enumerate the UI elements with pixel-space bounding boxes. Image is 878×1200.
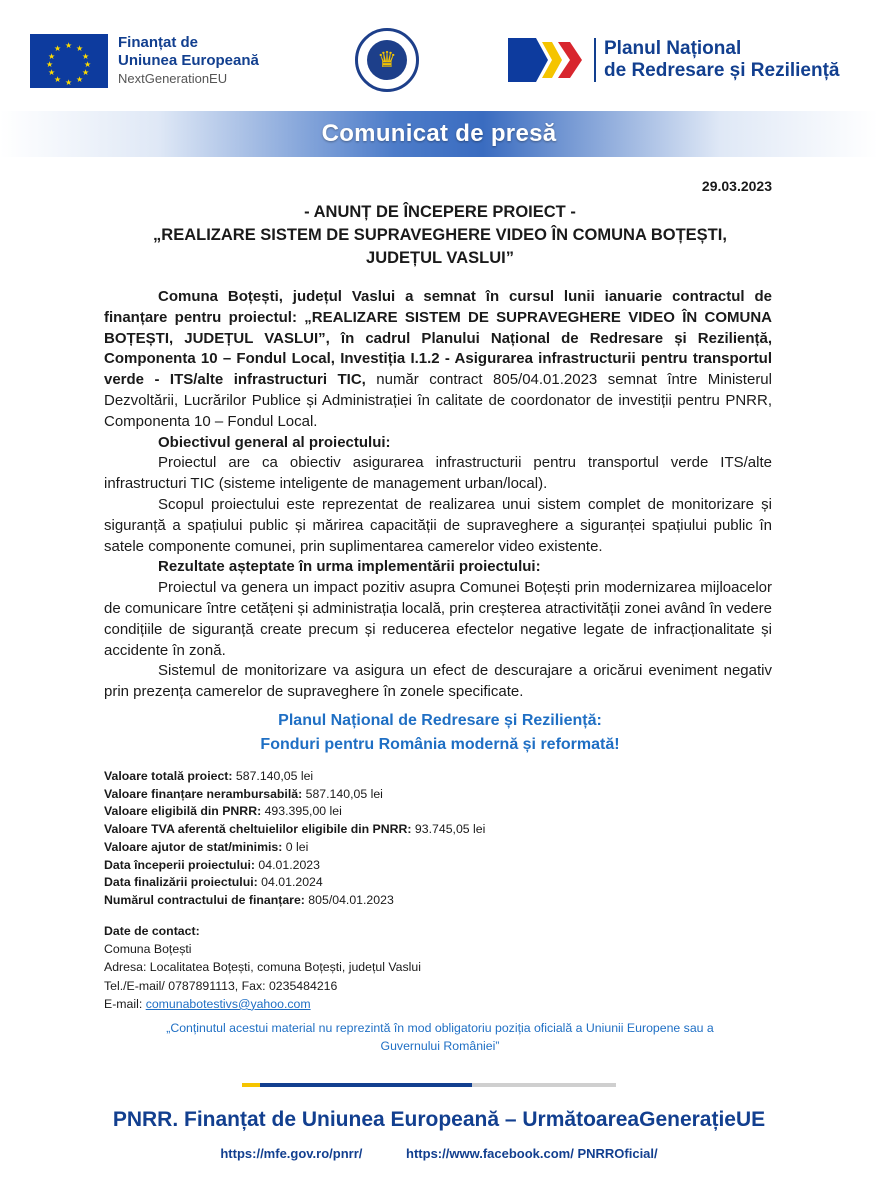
detail-label: Valoare eligibilă din PNRR: [104,804,262,819]
document-title [100,201,780,270]
results-paragraph-2: Sistemul de monitorizare va asigura un efect de descurajare a oricărui eveniment negativ prin prezența camerelor de supraveghere în zonele specificate. [104,662,772,701]
detail-value: 587.140,05 lei [302,786,383,801]
detail-label: Valoare TVA aferentă cheltuielilor eligibile din PNRR: [104,822,412,837]
footer-title: PNRR. Finanțat de Uniunea Europeană – UrmătoareaGenerațieUE [112,1108,766,1131]
romanian-government-crest-icon: ♛ [355,28,419,92]
eu-logo-line2: Uniunea Europeană [118,52,259,69]
title-line3: JUDEȚUL VASLUI” [366,249,514,267]
objective-heading: Obiectivul general al proiectului: [158,433,391,451]
intro-bold-text: Comuna Boțești, județul Vaslui a semnat în cursul lunii ianuarie contractul de finanțare pentru proiectul: „REALIZARE SISTEM DE SUPRAVEGHERE VIDEO ÎN COMUNA BOȚEȘTI, JUDEȚUL VASLUI”, în cadrul Planului Național de Redresare și Reziliență, Componenta 10 – Fondul Local, Investiția I.1.2 - Asigurarea infrastructurii pentru transportul verde - ITS/alte infrastructuri TIC, [104,288,772,389]
detail-value: 805/04.01.2023 [304,892,394,907]
intro-paragraph [104,287,772,433]
detail-row [104,768,784,786]
eu-flag-icon: ★ ★ ★ ★ ★ ★ ★ ★ ★ ★ ★ ★ [30,34,108,88]
detail-value: 04.01.2024 [257,875,323,890]
contact-heading: Date de contact: [104,924,200,938]
detail-value: 93.745,05 lei [411,822,486,837]
detail-row [104,857,784,875]
slogan-line1: Planul Național de Redresare și Reziliență: [278,712,602,729]
detail-row [104,892,784,910]
footer-divider [242,1083,616,1087]
banner-title: Comunicat de presă [321,120,557,147]
disclaimer-line1: „Conținutul acestui material nu reprezintă în mod obligatoriu poziția oficială a Uniunii Europene sau a [166,1021,714,1035]
objective-paragraph-2: Scopul proiectului este reprezentat de realizarea unui sistem complet de monitorizare și siguranță a spațiului public și mărirea capacității de supraveghere a siguranței spațiului public în satele componente comunei, prin suplimentarea camerelor video existente. [104,495,772,555]
detail-value: 493.395,00 lei [261,804,342,819]
results-heading: Rezultate așteptate în urma implementării proiectului: [158,558,541,576]
header [0,0,878,110]
eu-funding-logo [30,34,259,88]
project-details [104,768,784,910]
contact-email-row [104,995,784,1013]
detail-row [104,839,784,857]
detail-label: Data finalizării proiectului: [104,875,258,890]
footer-link-facebook[interactable]: https://www.facebook.com/ PNRROficial/ [406,1146,658,1161]
document-body [104,287,772,703]
pnrr-logo-line1: Planul Național [604,38,742,59]
contact-email-link[interactable]: comunabotestivs@yahoo.com [145,996,311,1011]
detail-value: 04.01.2023 [255,857,320,872]
eu-logo-line1: Finanțat de [118,34,199,51]
pnrr-slogan [100,709,780,757]
footer-link-mfe[interactable]: https://mfe.gov.ro/pnrr/ [220,1146,363,1161]
detail-label: Valoare ajutor de stat/minimis: [104,839,283,854]
detail-value: 587.140,05 lei [232,769,314,783]
contact-address: Adresa: Localitatea Boțești, comuna Boțești, județul Vaslui [104,960,421,975]
contact-email-label: E-mail: [104,996,146,1011]
contact-block [104,922,784,1013]
pnrr-logo-line2: de Redresare și Reziliență [604,60,840,81]
detail-label: Numărul contractului de finanțare: [104,892,305,907]
detail-label: Valoare finanțare nerambursabilă: [104,786,303,801]
results-paragraph-1: Proiectul va genera un impact pozitiv asupra Comunei Boțești prin modernizarea mijloacelor de comunicare între cetățeni și administrația locală, prin creșterea atractivității zonei având în vedere condițiile de siguranță create precum și reducerea efectelor negative legate de infracționalitate și accidente în zonă. [104,579,772,659]
disclaimer [100,1019,780,1055]
detail-label: Data începerii proiectului: [104,857,256,872]
slogan-line2: Fonduri pentru România modernă și reformată! [260,736,620,753]
pnrr-logo [508,38,840,82]
detail-row [104,874,784,892]
intro-text: număr contract 805/04.01.2023 semnat între Ministerul Dezvoltării, Lucrărilor Publice și Administrației în calitate de coordonator de investiții pentru PNRR, Componenta 10 – Fondul Local. [104,371,772,430]
eu-logo-line3: NextGenerationEU [118,71,228,86]
pnrr-logo-icon [508,38,586,82]
press-release-banner [0,111,878,157]
footer-links [0,1146,878,1161]
detail-row [104,821,784,839]
release-date: 29.03.2023 [701,178,772,194]
contact-name: Comuna Boțești [104,942,192,957]
title-line1: - ANUNȚ DE ÎNCEPERE PROIECT - [304,203,576,221]
detail-row [104,786,784,804]
objective-paragraph-1: Proiectul are ca obiectiv asigurarea infrastructurii pentru transportul verde ITS/alte infrastructuri TIC (sisteme inteligente de management urban/local). [104,454,772,493]
detail-value: 0 lei [282,839,309,854]
disclaimer-line2: Guvernului României” [380,1039,500,1053]
title-line2: „REALIZARE SISTEM DE SUPRAVEGHERE VIDEO ÎN COMUNA BOȚEȘTI, [153,226,727,244]
contact-phone: Tel./E-mail/ 0787891113, Fax: 0235484216 [104,978,338,993]
detail-row [104,803,784,821]
detail-label: Valoare totală proiect: [104,769,233,783]
